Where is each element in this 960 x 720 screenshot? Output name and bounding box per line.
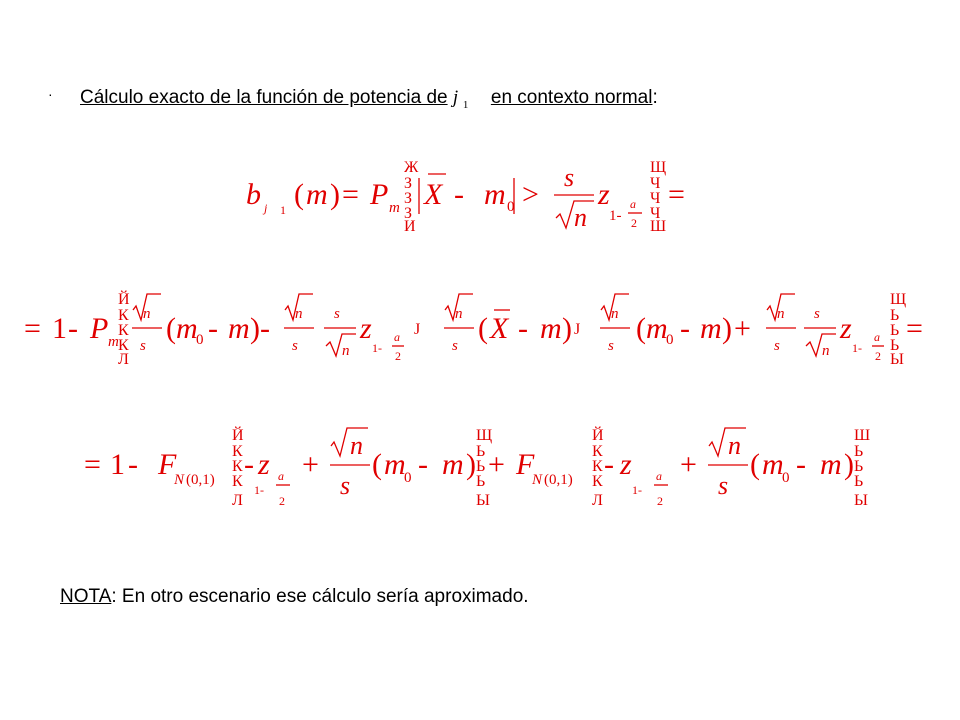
formula-line-2 bbox=[24, 289, 923, 368]
heading-variable: j $_1$ bbox=[452, 87, 469, 111]
svg-text:): ) bbox=[562, 312, 572, 345]
svg-text:P: P bbox=[90, 312, 109, 345]
svg-text:m: m bbox=[228, 312, 250, 345]
svg-text:a: a bbox=[656, 469, 662, 483]
bullet: · bbox=[48, 86, 53, 102]
svg-text:Ь: Ь bbox=[854, 458, 864, 475]
svg-text:m: m bbox=[108, 334, 119, 350]
svg-text:Ч: Ч bbox=[650, 190, 661, 207]
svg-text:Ь: Ь bbox=[854, 473, 864, 490]
svg-text:1-: 1- bbox=[632, 483, 642, 497]
svg-text:X: X bbox=[490, 312, 509, 345]
svg-text:1-: 1- bbox=[372, 341, 382, 355]
svg-text:Ы: Ы bbox=[854, 492, 868, 509]
svg-text:К: К bbox=[118, 307, 129, 324]
svg-text:n: n bbox=[728, 431, 741, 460]
svg-text:-: - bbox=[454, 178, 464, 211]
svg-text:n: n bbox=[574, 203, 587, 232]
svg-text:-: - bbox=[68, 312, 78, 345]
svg-text:Ы: Ы bbox=[890, 351, 904, 368]
svg-text:s: s bbox=[334, 306, 340, 322]
svg-text:К: К bbox=[592, 473, 603, 490]
svg-text:Й: Й bbox=[592, 427, 604, 444]
svg-text:К: К bbox=[118, 337, 129, 354]
svg-text:(: ( bbox=[372, 448, 382, 481]
svg-text:0: 0 bbox=[196, 332, 204, 348]
svg-text:Ј: Ј bbox=[574, 321, 581, 338]
svg-text:z: z bbox=[360, 312, 372, 345]
svg-text:2: 2 bbox=[631, 216, 637, 230]
svg-text:=: = bbox=[24, 312, 41, 345]
svg-text:=: = bbox=[906, 312, 923, 345]
svg-text:2: 2 bbox=[657, 494, 663, 508]
svg-text:n: n bbox=[350, 431, 363, 460]
svg-text:): ) bbox=[722, 312, 732, 345]
svg-text:n: n bbox=[342, 343, 350, 359]
svg-text:Ь: Ь bbox=[890, 322, 900, 339]
svg-text:n: n bbox=[143, 306, 151, 322]
svg-text:s: s bbox=[564, 163, 575, 192]
svg-text:-: - bbox=[518, 312, 528, 345]
svg-text:(: ( bbox=[478, 312, 488, 345]
svg-text:s: s bbox=[340, 471, 351, 500]
svg-text:Л: Л bbox=[592, 492, 603, 509]
svg-text:+: + bbox=[488, 448, 505, 481]
note-label: NOTA bbox=[60, 586, 112, 607]
svg-text:z: z bbox=[598, 178, 610, 211]
svg-text:2: 2 bbox=[875, 349, 881, 363]
svg-text:): ) bbox=[466, 448, 476, 481]
svg-text:): ) bbox=[250, 312, 260, 345]
svg-text:n: n bbox=[455, 306, 463, 322]
svg-text:m: m bbox=[484, 178, 506, 211]
svg-text:a: a bbox=[278, 469, 284, 483]
svg-text:Ь: Ь bbox=[890, 337, 900, 354]
svg-text:s: s bbox=[774, 338, 780, 354]
svg-text:=: = bbox=[668, 178, 685, 211]
svg-text:m: m bbox=[176, 312, 198, 345]
svg-text:1-: 1- bbox=[852, 341, 862, 355]
svg-text:Й: Й bbox=[232, 427, 244, 444]
svg-text:m: m bbox=[442, 448, 464, 481]
svg-text:>: > bbox=[522, 178, 539, 211]
svg-text:-: - bbox=[244, 448, 254, 481]
svg-text:(: ( bbox=[294, 178, 304, 211]
heading-text-after: en contexto normal bbox=[490, 87, 653, 108]
svg-text:-: - bbox=[208, 312, 218, 345]
svg-text:К: К bbox=[232, 473, 243, 490]
svg-text:2: 2 bbox=[279, 494, 285, 508]
svg-text:X: X bbox=[424, 178, 443, 211]
svg-text:Ь: Ь bbox=[476, 458, 486, 475]
svg-text:Л: Л bbox=[232, 492, 243, 509]
formula-line-3 bbox=[84, 425, 870, 509]
svg-text:1: 1 bbox=[280, 203, 286, 217]
svg-text:(: ( bbox=[636, 312, 646, 345]
svg-text:Ч: Ч bbox=[650, 205, 661, 222]
svg-text:m: m bbox=[646, 312, 668, 345]
svg-text:-: - bbox=[680, 312, 690, 345]
svg-text:m: m bbox=[540, 312, 562, 345]
svg-text:(: ( bbox=[750, 448, 760, 481]
svg-text:n: n bbox=[822, 343, 830, 359]
svg-text:1: 1 bbox=[52, 312, 67, 345]
svg-text:0: 0 bbox=[404, 470, 412, 486]
svg-text:1-: 1- bbox=[609, 208, 622, 224]
svg-text:P: P bbox=[370, 178, 389, 211]
svg-text:s: s bbox=[140, 338, 146, 354]
svg-text:s: s bbox=[292, 338, 298, 354]
svg-text:F: F bbox=[158, 448, 177, 481]
svg-text:-: - bbox=[418, 448, 428, 481]
note bbox=[60, 586, 529, 608]
svg-text:b: b bbox=[246, 178, 261, 211]
svg-text:): ) bbox=[330, 178, 340, 211]
svg-text:s: s bbox=[718, 471, 729, 500]
svg-text:Й: Й bbox=[118, 291, 130, 308]
svg-text:a: a bbox=[874, 330, 880, 344]
svg-text:z: z bbox=[620, 448, 632, 481]
svg-text:s: s bbox=[452, 338, 458, 354]
svg-text:z: z bbox=[840, 312, 852, 345]
svg-text:0: 0 bbox=[666, 332, 674, 348]
svg-text:Ш: Ш bbox=[854, 427, 871, 444]
svg-text:N: N bbox=[174, 472, 185, 488]
svg-text:+: + bbox=[734, 312, 751, 345]
svg-text:=: = bbox=[342, 178, 359, 211]
svg-text:К: К bbox=[118, 322, 129, 339]
svg-text:+: + bbox=[680, 448, 697, 481]
svg-text:Л: Л bbox=[118, 351, 129, 368]
svg-text:К: К bbox=[592, 458, 603, 475]
svg-text:Ь: Ь bbox=[890, 307, 900, 324]
svg-text:Ј: Ј bbox=[414, 321, 421, 338]
svg-text:Щ: Щ bbox=[890, 291, 907, 308]
svg-text:m: m bbox=[700, 312, 722, 345]
svg-text:0: 0 bbox=[782, 470, 790, 486]
svg-text:s: s bbox=[814, 306, 820, 322]
svg-text:2: 2 bbox=[395, 349, 401, 363]
svg-text:(0,1): (0,1) bbox=[544, 472, 573, 488]
svg-text:(: ( bbox=[166, 312, 176, 345]
svg-text:m: m bbox=[820, 448, 842, 481]
svg-text:Ж: Ж bbox=[404, 159, 419, 176]
svg-text:И: И bbox=[404, 218, 416, 235]
svg-text:-: - bbox=[604, 448, 614, 481]
heading-text: Cálculo exacto de la función de potencia de bbox=[80, 87, 448, 108]
svg-text:): ) bbox=[844, 448, 854, 481]
svg-text:=: = bbox=[84, 448, 101, 481]
svg-text:З: З bbox=[404, 190, 413, 207]
svg-text:+: + bbox=[302, 448, 319, 481]
svg-text:К: К bbox=[592, 443, 603, 460]
svg-text:Ы: Ы bbox=[476, 492, 490, 509]
svg-text:a: a bbox=[630, 197, 636, 211]
svg-text:m: m bbox=[762, 448, 784, 481]
svg-text:Ь: Ь bbox=[476, 443, 486, 460]
note-text: : En otro escenario ese cálculo sería aproximado. bbox=[111, 586, 529, 607]
svg-text:Ь: Ь bbox=[476, 473, 486, 490]
svg-text:m: m bbox=[306, 178, 328, 211]
heading-colon: : bbox=[652, 87, 658, 108]
svg-text:Ь: Ь bbox=[854, 443, 864, 460]
svg-text:0: 0 bbox=[507, 199, 515, 215]
svg-text:Щ: Щ bbox=[476, 427, 493, 444]
svg-text:a: a bbox=[394, 330, 400, 344]
svg-text:j: j bbox=[264, 201, 268, 215]
svg-text:З: З bbox=[404, 175, 413, 192]
svg-text:К: К bbox=[232, 458, 243, 475]
svg-text:F: F bbox=[516, 448, 535, 481]
svg-text:n: n bbox=[611, 306, 619, 322]
svg-text:З: З bbox=[404, 205, 413, 222]
svg-text:К: К bbox=[232, 443, 243, 460]
svg-text:z: z bbox=[258, 448, 270, 481]
formula-line-1 bbox=[246, 159, 685, 235]
svg-text:Щ: Щ bbox=[650, 159, 667, 176]
svg-text:-: - bbox=[260, 312, 270, 345]
svg-text:m: m bbox=[384, 448, 406, 481]
svg-text:1-: 1- bbox=[254, 483, 264, 497]
svg-text:1: 1 bbox=[110, 448, 125, 481]
svg-text:n: n bbox=[295, 306, 303, 322]
svg-text:Ч: Ч bbox=[650, 175, 661, 192]
svg-text:n: n bbox=[777, 306, 785, 322]
svg-text:N: N bbox=[532, 472, 543, 488]
svg-text:s: s bbox=[608, 338, 614, 354]
svg-text:(0,1): (0,1) bbox=[186, 472, 215, 488]
svg-text:m: m bbox=[389, 200, 400, 216]
svg-text:-: - bbox=[128, 448, 138, 481]
svg-text:Ш: Ш bbox=[650, 218, 667, 235]
svg-text:-: - bbox=[796, 448, 806, 481]
